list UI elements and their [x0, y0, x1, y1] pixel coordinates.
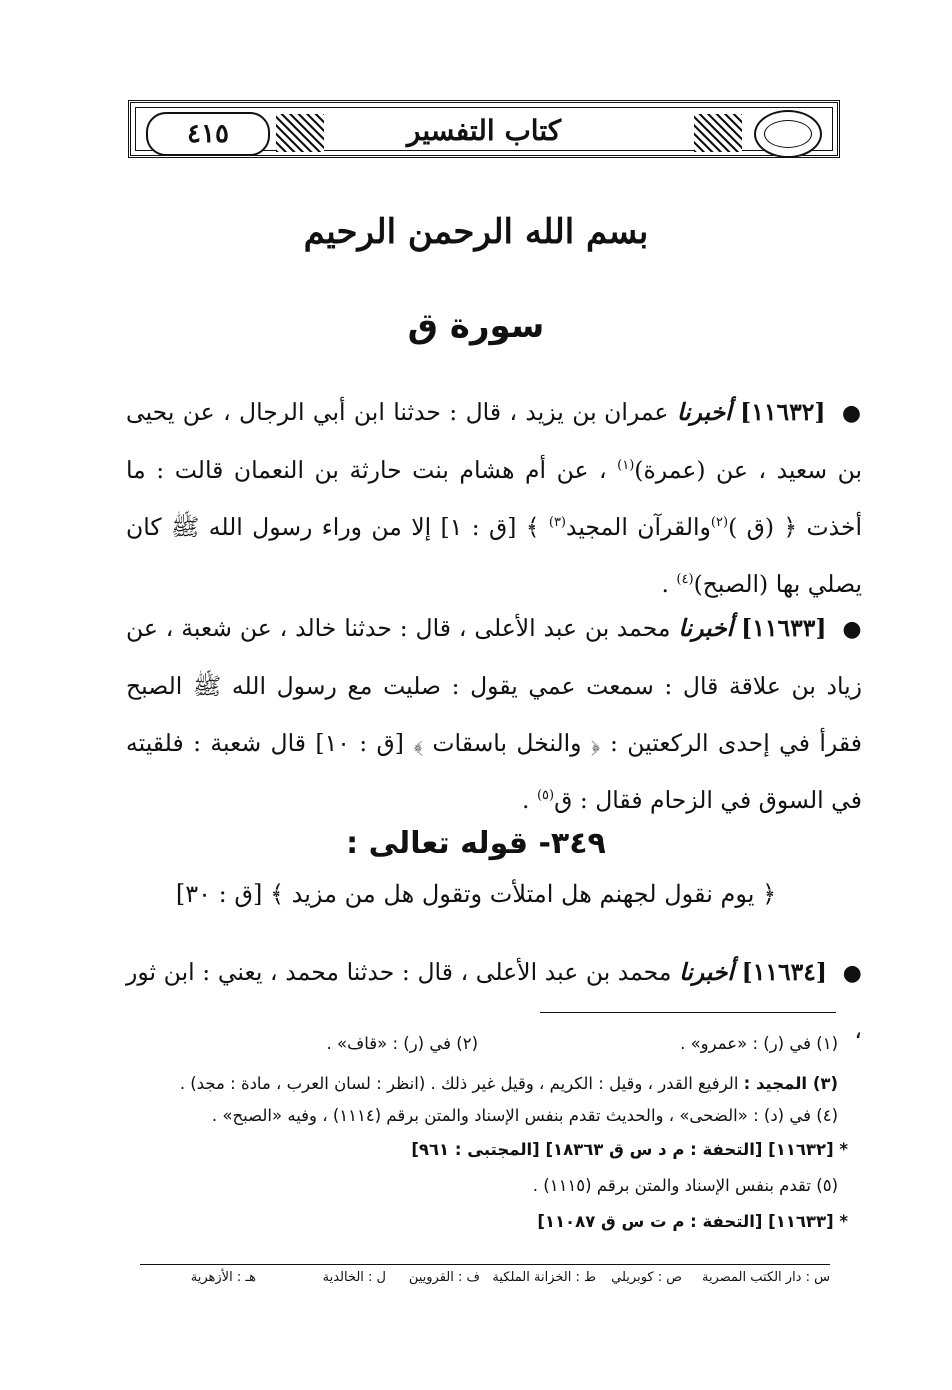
bullet-icon: ● — [842, 617, 862, 642]
footnote-ref: (١) — [617, 458, 635, 474]
hadith-number: [١١٦٣٤] — [741, 958, 827, 986]
tuhfa-ref-11633: * [١١٦٣٣] [التحفة : م ت س ق ١١٠٨٧] — [537, 1212, 848, 1231]
footnote-3-text: الرفيع القدر ، وقيل : الكريم ، وقيل غير ذلك . (انظر : لسان العرب ، مادة : مجد) . — [179, 1074, 739, 1093]
hadith-text: عمران بن يزيد ، قال : حدثنا ابن أبي الرجال ، عن يحيى بن سعيد ، عن (عمرة) — [126, 398, 862, 484]
footnote-1: (١) في (ر) : «عمرو» . — [680, 1034, 838, 1053]
akhbarana-word: أخبرنا — [676, 398, 732, 426]
bullet-icon: ● — [841, 401, 862, 426]
siglum: س : دار الكتب المصرية — [701, 1270, 830, 1285]
footnote-separator — [540, 1012, 836, 1013]
quran-verse: ﴿ يوم نقول لجهنم هل امتلأت وتقول هل من مزيد ﴾ [ق : ٣٠] — [175, 880, 777, 908]
siglum: ط : الخزانة الملكية — [492, 1270, 596, 1285]
footnote-3 — [180, 1074, 838, 1093]
hadith-text: محمد بن عبد الأعلى ، قال : حدثنا محمد ، يعني : ابن ثور ، — [126, 958, 862, 1044]
footnote-ref: (٣) — [548, 515, 566, 531]
hadith-text: . — [522, 786, 537, 814]
header-frame — [135, 107, 833, 151]
siglum: ص : كوبريلي — [611, 1270, 682, 1285]
book-title: كتاب التفسير — [406, 114, 562, 147]
footnote-5: (٥) تقدم بنفس الإسناد والمتن برقم (١١١٥) . — [532, 1176, 838, 1195]
surah-title: سورة ق — [407, 306, 545, 346]
sigla-separator — [140, 1264, 830, 1265]
hadith-text: محمد بن عبد الأعلى ، قال : حدثنا خالد ، عن شعبة ، عن زياد بن علاقة قال : سمعت عمي يقول : صليت مع رسول الله ﷺ الصبح فقرأ في إحدى الركعتين : ﴿ والنخل باسقات ﴾ [ق : ١٠] قال شعبة : فلقيته في السوق في الزحام فقال : ق — [126, 614, 862, 814]
footnote-ref: (٥) — [536, 788, 555, 804]
footnote-ref: (٤) — [676, 572, 694, 588]
hadith-number: [١١٦٣٣] — [741, 614, 827, 642]
siglum: هـ : الأزهرية — [190, 1270, 256, 1285]
page-number: ٤١٥ — [146, 112, 270, 156]
page-header — [128, 100, 840, 158]
footnote-3-label: (٣) المجيد : — [743, 1074, 838, 1093]
siglum: ل : الخالدية — [322, 1270, 386, 1285]
hadith-number: [١١٦٣٢] — [740, 398, 826, 426]
footnote-4: (٤) في (د) : «الضحى» ، والحديث تقدم بنفس الإسناد والمتن برقم (١١١٤) ، وفيه «الصبح» . — [211, 1106, 838, 1125]
tuhfa-ref-11632: * [١١٦٣٢] [التحفة : م د س ق ١٨٣٦٣] [المجتبى : ٩٦١] — [411, 1140, 848, 1159]
siglum: ف : القرويين — [408, 1270, 480, 1285]
footnote-ref: (٢) — [710, 515, 729, 531]
hadith-text: ﴾ [ق : ١] إلا من وراء رسول الله ﷺ كان يصلي بها (الصبح) — [126, 513, 862, 598]
akhbarana-word: أخبرنا — [678, 614, 734, 642]
section-heading: ٣٤٩- قوله تعالى : — [346, 826, 606, 861]
bullet-icon: ● — [842, 961, 862, 986]
akhbarana-word: أخبرنا — [679, 958, 734, 986]
hadith-text: ، عن أم هشام بنت حارثة بن النعمان قالت : ما أخذت ﴿ (ق ) — [126, 456, 862, 541]
hadith-text: . — [661, 570, 677, 598]
hadith-entry-11633 — [126, 600, 862, 829]
publisher-seal-logo — [754, 110, 822, 158]
footnote-2: (٢) في (ر) : «قاف» . — [326, 1034, 478, 1053]
quran-quote: والقرآن المجيد — [566, 513, 711, 541]
basmala: بسم الله الرحمن الرحيم — [303, 212, 649, 252]
hadith-entry-11632 — [126, 384, 862, 613]
